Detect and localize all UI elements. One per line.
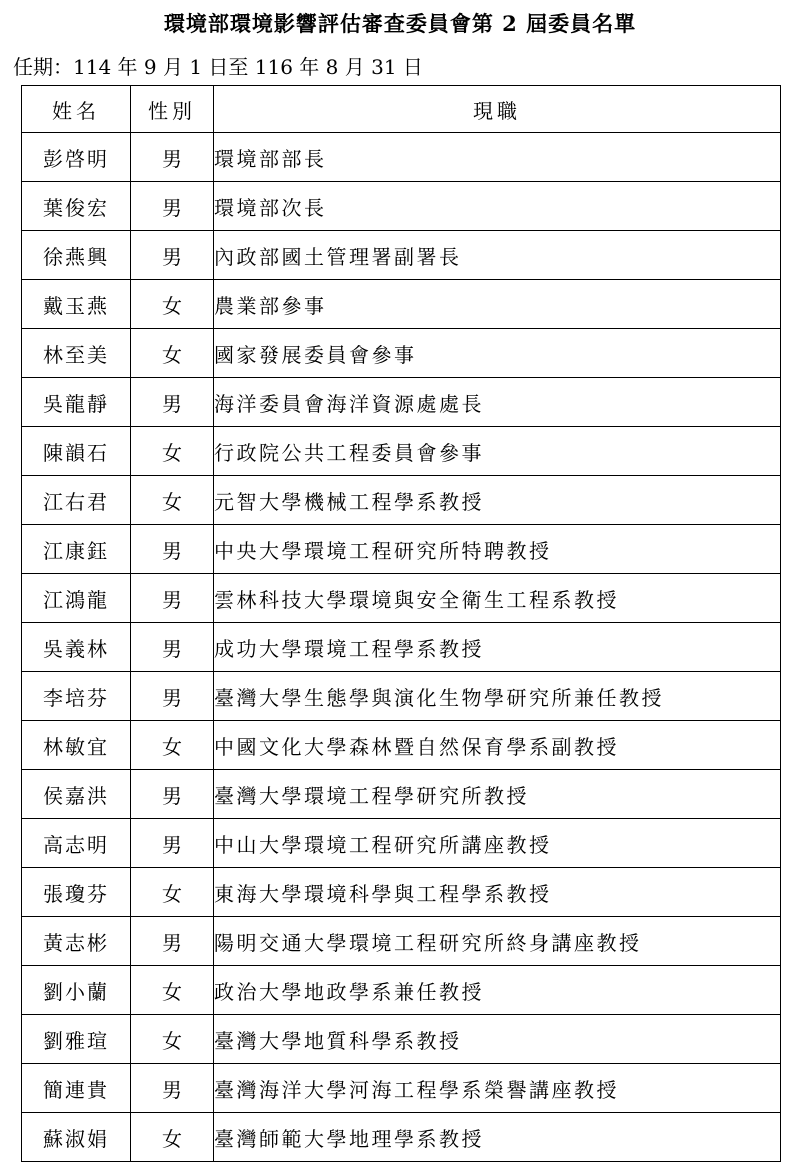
member-name-cell: 徐燕興	[22, 231, 131, 280]
member-name-cell: 劉雅瑄	[22, 1015, 131, 1064]
member-position-cell: 農業部參事	[214, 280, 781, 329]
member-gender-cell: 男	[131, 525, 214, 574]
table-row	[22, 476, 781, 525]
table-row	[22, 378, 781, 427]
table-row	[22, 1113, 781, 1162]
member-gender-cell: 女	[131, 280, 214, 329]
member-gender-cell: 女	[131, 476, 214, 525]
table-row	[22, 1064, 781, 1113]
member-name-cell: 侯嘉洪	[22, 770, 131, 819]
member-name-cell: 劉小蘭	[22, 966, 131, 1015]
member-name-cell: 張瓊芬	[22, 868, 131, 917]
member-position-cell: 東海大學環境科學與工程學系教授	[214, 868, 781, 917]
header-position: 現職	[214, 86, 781, 133]
member-name-cell: 簡連貴	[22, 1064, 131, 1113]
table-header-row	[22, 86, 781, 133]
term-period: 任期：114 年 9 月 1 日至 116 年 8 月 31 日	[13, 55, 423, 79]
member-name-cell: 吳龍靜	[22, 378, 131, 427]
member-gender-cell: 男	[131, 770, 214, 819]
member-position-cell: 臺灣大學生態學與演化生物學研究所兼任教授	[214, 672, 781, 721]
member-position-cell: 臺灣大學地質科學系教授	[214, 1015, 781, 1064]
member-gender-cell: 男	[131, 819, 214, 868]
member-position-cell: 環境部次長	[214, 182, 781, 231]
document-title: 環境部環境影響評估審查委員會第 2 屆委員名單	[163, 11, 637, 36]
member-gender-cell: 男	[131, 1064, 214, 1113]
member-gender-cell: 男	[131, 231, 214, 280]
member-position-cell: 內政部國土管理署副署長	[214, 231, 781, 280]
member-position-cell: 國家發展委員會參事	[214, 329, 781, 378]
member-name-cell: 高志明	[22, 819, 131, 868]
member-position-cell: 臺灣師範大學地理學系教授	[214, 1113, 781, 1162]
member-name-cell: 葉俊宏	[22, 182, 131, 231]
member-position-cell: 中央大學環境工程研究所特聘教授	[214, 525, 781, 574]
member-position-cell: 臺灣海洋大學河海工程學系榮譽講座教授	[214, 1064, 781, 1113]
table-row	[22, 574, 781, 623]
table-row	[22, 623, 781, 672]
member-position-cell: 中國文化大學森林暨自然保育學系副教授	[214, 721, 781, 770]
member-position-cell: 陽明交通大學環境工程研究所終身講座教授	[214, 917, 781, 966]
table-body	[22, 133, 781, 1162]
header-gender: 性別	[131, 86, 214, 133]
member-name-cell: 彭啓明	[22, 133, 131, 182]
table-row	[22, 721, 781, 770]
table-row	[22, 917, 781, 966]
table-row	[22, 525, 781, 574]
table-row	[22, 966, 781, 1015]
member-gender-cell: 女	[131, 427, 214, 476]
table-row	[22, 672, 781, 721]
member-gender-cell: 男	[131, 917, 214, 966]
member-position-cell: 海洋委員會海洋資源處處長	[214, 378, 781, 427]
member-name-cell: 黃志彬	[22, 917, 131, 966]
table-row	[22, 427, 781, 476]
table-row	[22, 770, 781, 819]
table-row	[22, 329, 781, 378]
member-name-cell: 林至美	[22, 329, 131, 378]
member-gender-cell: 女	[131, 868, 214, 917]
member-name-cell: 江康鈺	[22, 525, 131, 574]
member-position-cell: 政治大學地政學系兼任教授	[214, 966, 781, 1015]
member-gender-cell: 女	[131, 1015, 214, 1064]
member-name-cell: 江鴻龍	[22, 574, 131, 623]
member-position-cell: 成功大學環境工程學系教授	[214, 623, 781, 672]
member-position-cell: 行政院公共工程委員會參事	[214, 427, 781, 476]
member-position-cell: 中山大學環境工程研究所講座教授	[214, 819, 781, 868]
table-row	[22, 182, 781, 231]
member-gender-cell: 男	[131, 378, 214, 427]
table-row	[22, 819, 781, 868]
member-name-cell: 江右君	[22, 476, 131, 525]
table-row	[22, 868, 781, 917]
member-name-cell: 蘇淑娟	[22, 1113, 131, 1162]
member-gender-cell: 男	[131, 182, 214, 231]
table-row	[22, 1015, 781, 1064]
member-name-cell: 李培芬	[22, 672, 131, 721]
member-position-cell: 臺灣大學環境工程學研究所教授	[214, 770, 781, 819]
member-position-cell: 元智大學機械工程學系教授	[214, 476, 781, 525]
member-gender-cell: 女	[131, 1113, 214, 1162]
header-name: 姓名	[22, 86, 131, 133]
table-row	[22, 133, 781, 182]
committee-member-table	[21, 85, 781, 1162]
member-name-cell: 吳義林	[22, 623, 131, 672]
member-name-cell: 陳韻石	[22, 427, 131, 476]
member-position-cell: 雲林科技大學環境與安全衛生工程系教授	[214, 574, 781, 623]
member-gender-cell: 女	[131, 329, 214, 378]
member-name-cell: 林敏宜	[22, 721, 131, 770]
member-gender-cell: 男	[131, 672, 214, 721]
member-name-cell: 戴玉燕	[22, 280, 131, 329]
member-gender-cell: 女	[131, 721, 214, 770]
member-position-cell: 環境部部長	[214, 133, 781, 182]
member-gender-cell: 男	[131, 574, 214, 623]
member-gender-cell: 男	[131, 623, 214, 672]
table-row	[22, 280, 781, 329]
member-gender-cell: 女	[131, 966, 214, 1015]
member-gender-cell: 男	[131, 133, 214, 182]
table-row	[22, 231, 781, 280]
